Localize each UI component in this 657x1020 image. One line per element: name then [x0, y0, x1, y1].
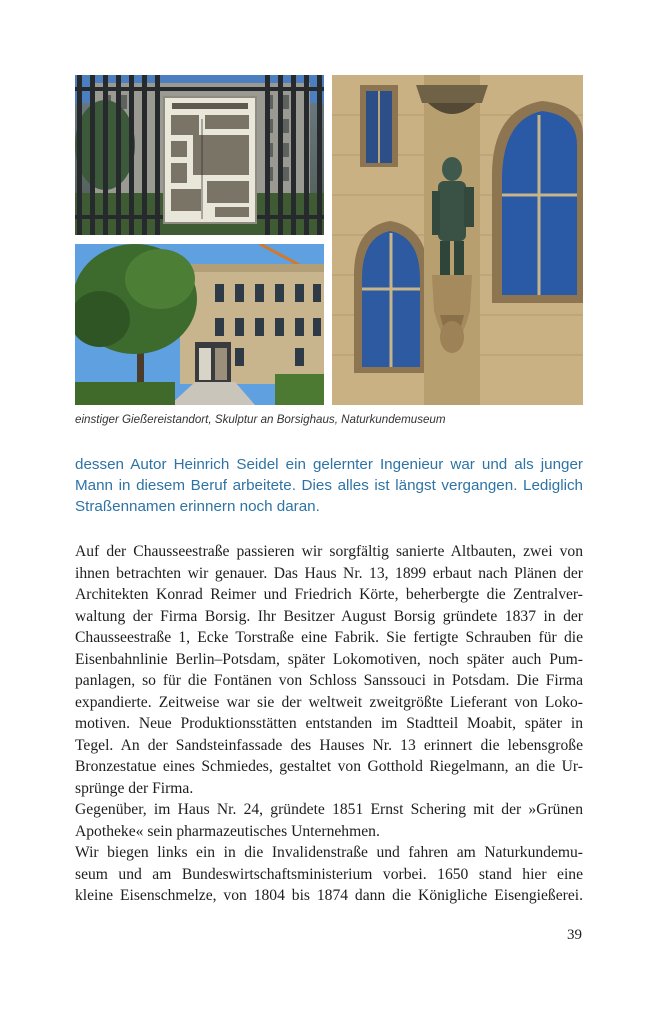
borsighaus-sculpture-image — [332, 75, 583, 405]
body-line: Architekten Konrad Reimer und Friedrich Körte, beherbergte die Zentralver- — [75, 586, 583, 603]
intro-paragraph — [75, 454, 583, 517]
body-line: seum und am Bundeswirtschaftsministerium vorbei. 1650 stand hier eine — [75, 865, 583, 883]
photo-borsighaus-sculpture — [332, 75, 583, 405]
body-line: Chausseestraße 1, Ecke Torstraße eine Fabrik. Sie fertigte Schrauben für die — [75, 629, 583, 646]
body-line: ihnen betrachten wir genauer. Das Haus Nr. 13, 1899 erbaut nach Plänen der — [75, 564, 583, 582]
intro-line: dessen Autor Heinrich Seidel ein gelernter Ingenieur war und als junger — [75, 456, 583, 473]
body-text — [75, 541, 583, 907]
body-line: Gegenüber, im Haus Nr. 24, gründete 1851 Ernst Schering mit der »Grünen — [75, 801, 583, 818]
foundry-plaque-image — [75, 75, 324, 235]
body-line: expandierte. Zeitweise war sie der weltweit zweitgrößte Lieferant von Loko- — [75, 693, 583, 711]
body-line: sprünge der Firma. — [75, 779, 194, 797]
body-line: Bronzestatue eines Schmiedes, gestaltet von Gotthold Riegelmann, an die Ur- — [75, 758, 583, 775]
naturkundemuseum-image — [75, 244, 324, 405]
body-line: Auf der Chausseestraße passieren wir sorgfältig sanierte Altbauten, zwei von — [75, 543, 583, 560]
photo-caption: einstiger Gießereistandort, Skulptur an Borsighaus, Naturkundemuseum — [75, 413, 446, 426]
photo-collage — [75, 75, 583, 405]
intro-line: Straßennamen erinnern noch daran. — [75, 498, 320, 515]
body-line: waltung der Firma Borsig. Ihr Besitzer August Borsig gründete 1837 in der — [75, 607, 583, 625]
intro-line: Mann in diesem Beruf arbeitete. Dies alles ist längst vergangen. Lediglich — [75, 477, 583, 494]
body-line: panlagen, so für die Fontänen von Schloss Sanssouci in Potsdam. Die Firma — [75, 672, 583, 689]
body-line: kleine Eisenschmelze, von 1804 bis 1874 dann die Königliche Eisengießerei. — [75, 887, 583, 904]
body-line: Apotheke« sein pharmazeutisches Unternehmen. — [75, 822, 380, 840]
photo-naturkundemuseum — [75, 244, 324, 405]
photo-foundry-plaque — [75, 75, 324, 235]
body-line: Tegel. An der Sandsteinfassade des Hauses Nr. 13 erinnert die lebensgroße — [75, 736, 583, 754]
body-line: motiven. Neue Produktionsstätten entstanden im Stadtteil Moabit, später in — [75, 715, 583, 732]
body-line: Wir biegen links ein in die Invalidenstraße und fahren am Naturkundemu- — [75, 844, 583, 861]
page-number: 39 — [567, 927, 582, 943]
body-line: Eisenbahnlinie Berlin–Potsdam, später Lokomotiven, noch später auch Pum- — [75, 650, 583, 668]
